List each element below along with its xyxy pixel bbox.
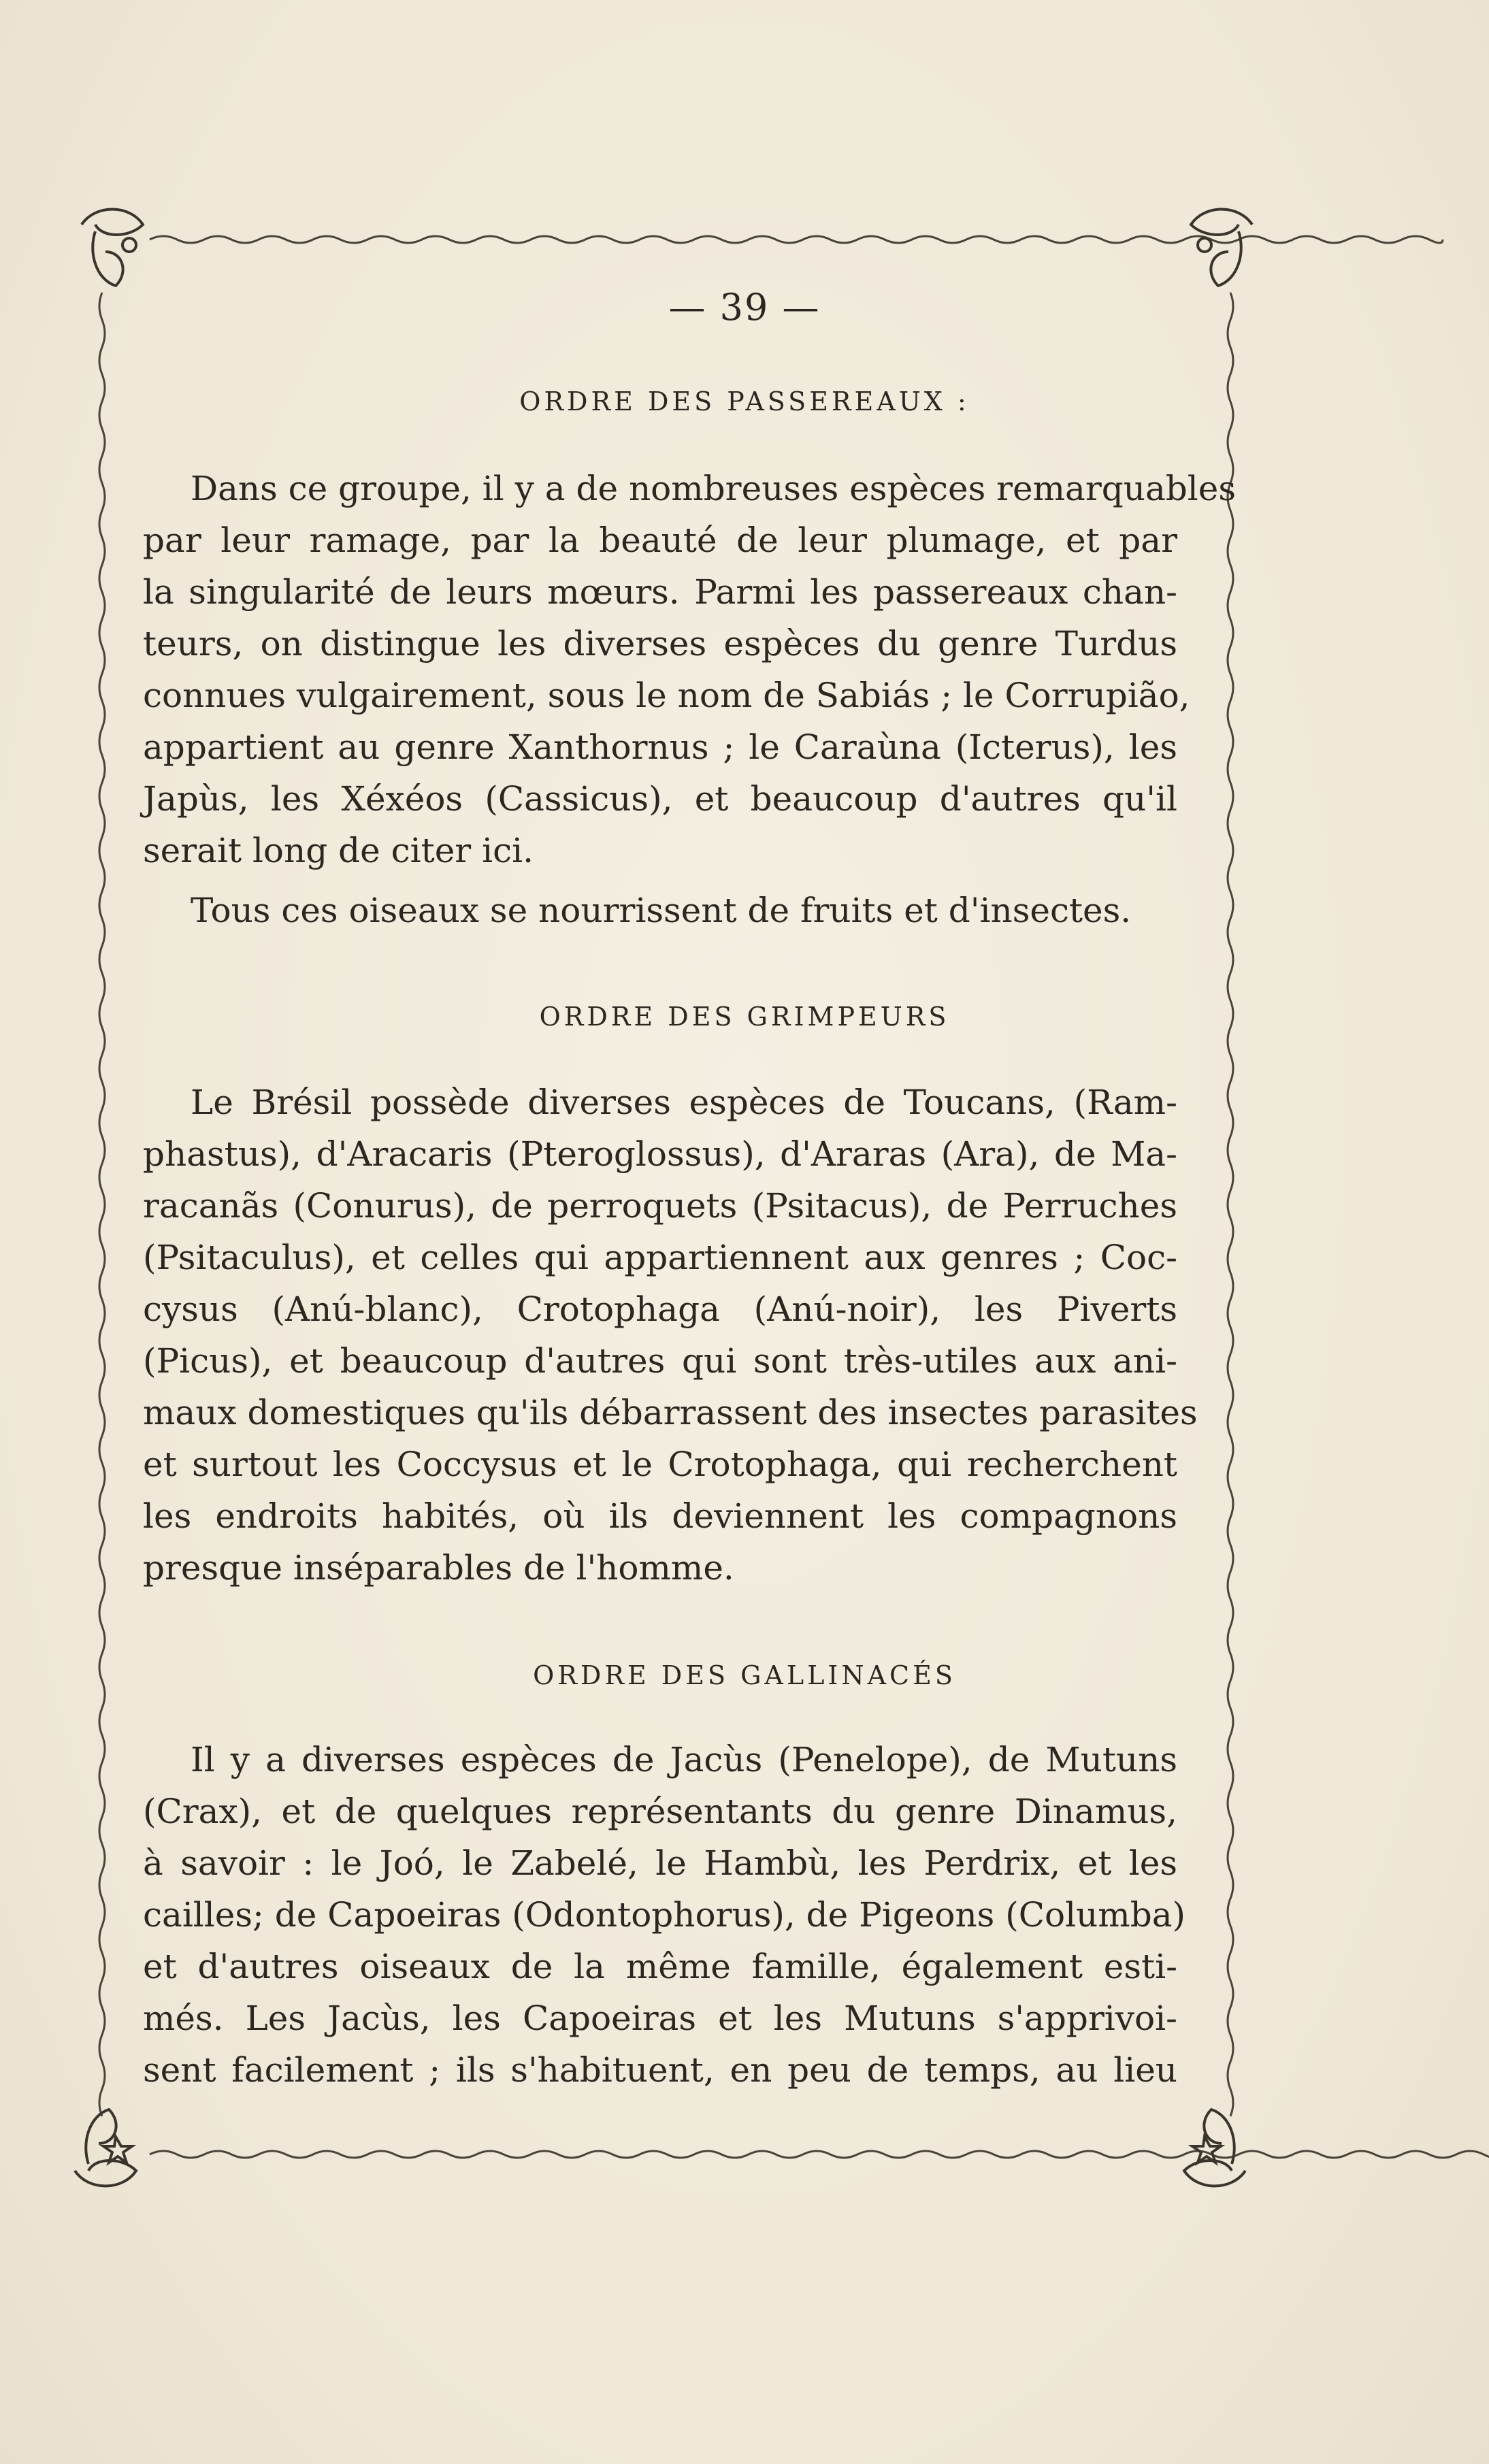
top-left-corner-ornament [82,210,143,286]
text-line: més. Les Jacùs, les Capoeiras et les Mutuns s'apprivoi- [143,1999,1177,2038]
paragraph [143,1077,1198,1594]
text-line: maux domestiques qu'ils débarrassent des insectes parasites [143,1393,1198,1432]
text-line: (Psitaculus), et celles qui appartiennent aux genres ; Coc- [143,1238,1177,1277]
text-line: Il y a diverses espèces de Jacùs (Penelope), de Mutuns [191,1740,1177,1779]
text-line: Dans ce groupe, il y a de nombreuses espèces remarquables [191,469,1237,508]
top-border-rule [150,236,1443,243]
section-heading: ORDRE DES PASSEREAUX : [519,387,970,416]
text-line: Le Brésil possède diverses espèces de Toucans, (Ram- [191,1083,1177,1122]
text-line: phastus), d'Aracaris (Pteroglossus), d'Araras (Ara), de Ma- [143,1134,1177,1174]
text-line: presque inséparables de l'homme. [143,1548,734,1588]
page-number: — 39 — [668,286,821,329]
text-line: appartient au genre Xanthornus ; le Caraùna (Icterus), les [143,727,1177,767]
text-line: sent facilement ; ils s'habituent, en peu de temps, au lieu [143,2050,1177,2090]
text-line: les endroits habités, où ils deviennent les compagnons [143,1496,1177,1536]
text-line: connues vulgairement, sous le nom de Sabiás ; le Corrupião, [143,676,1190,715]
text-line: teurs, on distingue les diverses espèces du genre Turdus [143,624,1177,663]
right-border-rule [1228,293,1233,2116]
bottom-left-corner-ornament [75,2109,136,2186]
paragraph [143,463,1237,876]
text-line: racanãs (Conurus), de perroquets (Psitacus), de Perruches [143,1186,1177,1226]
paragraph [143,1734,1186,2096]
bottom-right-corner-ornament [1184,2109,1245,2186]
text-line: et d'autres oiseaux de la même famille, également esti- [143,1947,1177,1986]
top-right-corner-ornament [1191,210,1252,286]
section-heading: ORDRE DES GALLINACÉS [533,1660,956,1690]
left-border-rule [99,293,105,2116]
text-line: et surtout les Coccysus et le Crotophaga, qui recherchent [143,1445,1177,1484]
text-line: Japùs, les Xéxéos (Cassicus), et beaucoup d'autres qu'il [143,779,1177,819]
paragraph [143,885,1177,936]
text-line: (Picus), et beaucoup d'autres qui sont très-utiles aux ani- [143,1341,1177,1381]
text-line: par leur ramage, par la beauté de leur plumage, et par [143,521,1177,560]
text-line: la singularité de leurs mœurs. Parmi les passereaux chan- [143,572,1177,612]
section-heading: ORDRE DES GRIMPEURS [539,1002,950,1032]
text-line: (Crax), et de quelques représentants du genre Dinamus, [143,1792,1177,1831]
text-line: cailles; de Capoeiras (Odontophorus), de Pigeons (Columba) [143,1895,1186,1935]
text-line: serait long de citer ici. [143,831,534,870]
bottom-border-rule [150,2151,1489,2158]
text-line: à savoir : le Joó, le Zabelé, le Hambù, les Perdrix, et les [143,1843,1177,1883]
text-line: cysus (Anú-blanc), Crotophaga (Anú-noir), les Piverts [143,1290,1177,1329]
text-line: Tous ces oiseaux se nourrissent de fruits et d'insectes. [191,891,1132,930]
